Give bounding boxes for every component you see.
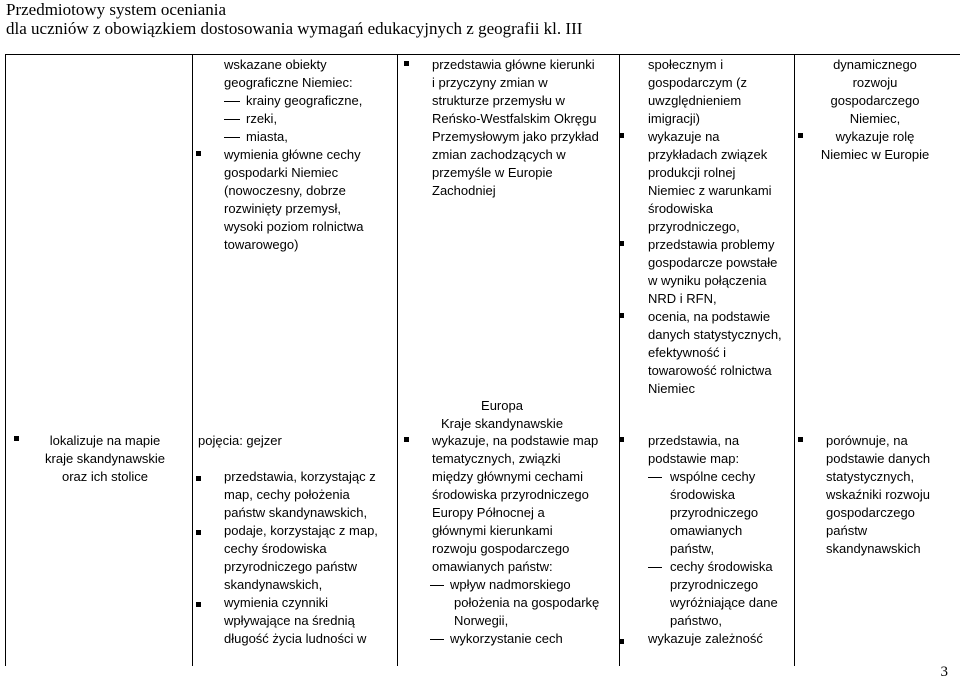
- text-line: skandynawskich: [826, 541, 921, 556]
- list-item-text: wpływ nadmorskiego: [450, 577, 571, 592]
- bullet-icon: [798, 133, 803, 138]
- text-line: pojęcia: gejzer: [198, 433, 282, 448]
- column-divider: [397, 55, 398, 666]
- col2-bottom-cell: [198, 432, 282, 450]
- bullet-icon: [798, 437, 803, 442]
- text-line: gospodarczego: [826, 505, 915, 520]
- document-header: [6, 0, 582, 38]
- bullet-icon: [404, 61, 409, 66]
- dash-icon: [430, 639, 444, 640]
- bullet-icon: [619, 241, 624, 246]
- text-line: Zachodniej: [432, 183, 496, 198]
- bullet-icon: [196, 602, 201, 607]
- column-divider: [192, 55, 193, 666]
- col3-bottom-cell: [432, 432, 599, 648]
- text-line: państw skandynawskich,: [224, 505, 368, 520]
- text-line: wskazane obiekty: [224, 57, 327, 72]
- list-item: [648, 468, 778, 486]
- text-line: rozwinięty przemysł,: [224, 201, 342, 216]
- col4-top-cell: [648, 56, 782, 398]
- text-line: gospodarki Niemiec: [224, 165, 339, 180]
- text-line: (nowoczesny, dobrze: [224, 183, 346, 198]
- text-line: imigracji): [648, 111, 700, 126]
- text-line: podstawie map:: [648, 451, 740, 466]
- text-line: wykazuje na: [648, 129, 720, 144]
- col2-top-cell: [224, 56, 363, 254]
- col1-bottom-cell: [30, 432, 180, 486]
- text-line: przedstawia główne kierunki: [432, 57, 595, 72]
- text-line: państw,: [670, 541, 715, 556]
- region-label: Europa: [481, 398, 523, 413]
- text-line: towarowego): [224, 237, 299, 252]
- dash-icon: [648, 477, 662, 478]
- list-item: [648, 558, 778, 576]
- text-line: geograficzne Niemiec:: [224, 75, 353, 90]
- text-line: Niemiec z warunkami: [648, 183, 772, 198]
- text-line: wskaźniki rozwoju: [826, 487, 931, 502]
- list-item-text: cechy środowiska: [670, 559, 773, 574]
- text-line: cechy środowiska: [224, 541, 327, 556]
- list-item-text: wspólne cechy: [670, 469, 756, 484]
- text-line: Europy Północnej a: [432, 505, 545, 520]
- list-item-text: rzeki,: [246, 111, 278, 126]
- text-line: środowiska: [670, 487, 736, 502]
- text-line: zmian zachodzących w: [432, 147, 566, 162]
- text-line: strukturze przemysłu w: [432, 93, 565, 108]
- text-line: kraje skandynawskie: [45, 451, 165, 466]
- section-title: Kraje skandynawskie: [440, 416, 564, 431]
- list-item-text: wykorzystanie cech: [450, 631, 563, 646]
- bullet-icon: [619, 437, 624, 442]
- text-line: podaje, korzystając z map,: [224, 523, 378, 538]
- text-line: przyrodniczego: [670, 577, 759, 592]
- text-line: w wyniku połączenia: [648, 273, 767, 288]
- text-line: przemyśle w Europie: [432, 165, 553, 180]
- bullet-icon: [196, 530, 201, 535]
- page-number: 3: [940, 664, 948, 680]
- list-item: [224, 110, 363, 128]
- bullet-icon: [196, 476, 201, 481]
- text-line: oraz ich stolice: [62, 469, 148, 484]
- bullet-icon: [619, 133, 624, 138]
- text-line: rozwoju: [852, 75, 898, 90]
- text-line: Niemiec w Europie: [820, 147, 930, 162]
- header-subtitle: dla uczniów z obowiązkiem dostosowania wymagań edukacyjnych z geografii kl. III: [6, 19, 583, 38]
- text-line: efektywność i: [648, 345, 727, 360]
- bullet-icon: [619, 639, 624, 644]
- text-line: położenia na gospodarkę: [454, 595, 600, 610]
- col3-top-cell: [432, 56, 599, 200]
- text-line: Niemiec,: [849, 111, 901, 126]
- text-line: społecznym i: [648, 57, 724, 72]
- text-line: danych statystycznych,: [648, 327, 782, 342]
- text-line: wykazuje rolę: [835, 129, 915, 144]
- list-item: [430, 630, 599, 648]
- text-line: przyrodniczego,: [648, 219, 740, 234]
- text-line: lokalizuje na mapie: [49, 433, 161, 448]
- dash-icon: [224, 137, 240, 138]
- list-item: [224, 128, 363, 146]
- text-line: przykładach związek: [648, 147, 768, 162]
- text-line: Niemiec: [648, 381, 695, 396]
- text-line: wpływające na średnią: [224, 613, 355, 628]
- text-line: i przyczyny zmian w: [432, 75, 548, 90]
- text-line: przyrodniczego państw: [224, 559, 357, 574]
- text-line: państw: [826, 523, 868, 538]
- bullet-icon: [14, 436, 19, 441]
- text-line: środowiska przyrodniczego: [432, 487, 589, 502]
- text-line: produkcji rolnej: [648, 165, 736, 180]
- bullet-icon: [619, 313, 624, 318]
- list-item-text: krainy geograficzne,: [246, 93, 363, 108]
- text-line: uwzględnieniem: [648, 93, 742, 108]
- col5-bottom-cell: [826, 432, 930, 558]
- text-line: porównuje, na: [826, 433, 908, 448]
- text-line: między głównymi cechami: [432, 469, 583, 484]
- dash-icon: [648, 567, 662, 568]
- list-item-text: miasta,: [246, 129, 288, 144]
- text-line: rozwoju gospodarczego: [432, 541, 570, 556]
- column-divider: [619, 55, 620, 666]
- text-line: map, cechy położenia: [224, 487, 350, 502]
- text-line: gospodarczym (z: [648, 75, 747, 90]
- text-line: przyrodniczego: [670, 505, 759, 520]
- text-line: NRD i RFN,: [648, 291, 717, 306]
- col4-bottom-cell: [648, 432, 778, 648]
- text-line: ocenia, na podstawie: [648, 309, 771, 324]
- list-item: [224, 92, 363, 110]
- text-line: wyróżniające dane: [670, 595, 778, 610]
- text-line: Przemysłowym jako przykład: [432, 129, 599, 144]
- section-heading: [396, 397, 608, 433]
- text-line: gospodarcze powstałe: [648, 255, 778, 270]
- dash-icon: [224, 101, 240, 102]
- text-line: towarowość rolnictwa: [648, 363, 772, 378]
- text-line: omawianych państw:: [432, 559, 553, 574]
- text-line: wysoki poziom rolnictwa: [224, 219, 364, 234]
- text-line: skandynawskich,: [224, 577, 323, 592]
- bullet-icon: [196, 151, 201, 156]
- text-line: państwo,: [670, 613, 723, 628]
- column-divider: [794, 55, 795, 666]
- text-line: wymienia główne cechy: [224, 147, 361, 162]
- bullet-icon: [404, 437, 409, 442]
- text-line: środowiska: [648, 201, 714, 216]
- text-line: długość życia ludności w: [224, 631, 367, 646]
- col2-bottom-list: [224, 468, 378, 648]
- text-line: Norwegii,: [454, 613, 509, 628]
- col5-top-cell: [800, 56, 950, 164]
- text-line: tematycznych, związki: [432, 451, 561, 466]
- text-line: statystycznych,: [826, 469, 915, 484]
- header-title: Przedmiotowy system oceniania: [6, 0, 227, 19]
- text-line: dynamicznego: [833, 57, 917, 72]
- list-item: [430, 576, 599, 594]
- text-line: gospodarczego: [830, 93, 920, 108]
- dash-icon: [430, 585, 444, 586]
- text-line: przedstawia, na: [648, 433, 740, 448]
- text-line: wymienia czynniki: [224, 595, 329, 610]
- text-line: głównymi kierunkami: [432, 523, 553, 538]
- text-line: omawianych: [670, 523, 743, 538]
- text-line: przedstawia, korzystając z: [224, 469, 376, 484]
- text-line: Reńsko-Westfalskim Okręgu: [432, 111, 597, 126]
- text-line: przedstawia problemy: [648, 237, 775, 252]
- dash-icon: [224, 119, 240, 120]
- text-line: wykazuje zależność: [648, 631, 763, 646]
- text-line: wykazuje, na podstawie map: [432, 433, 599, 448]
- text-line: podstawie danych: [826, 451, 931, 466]
